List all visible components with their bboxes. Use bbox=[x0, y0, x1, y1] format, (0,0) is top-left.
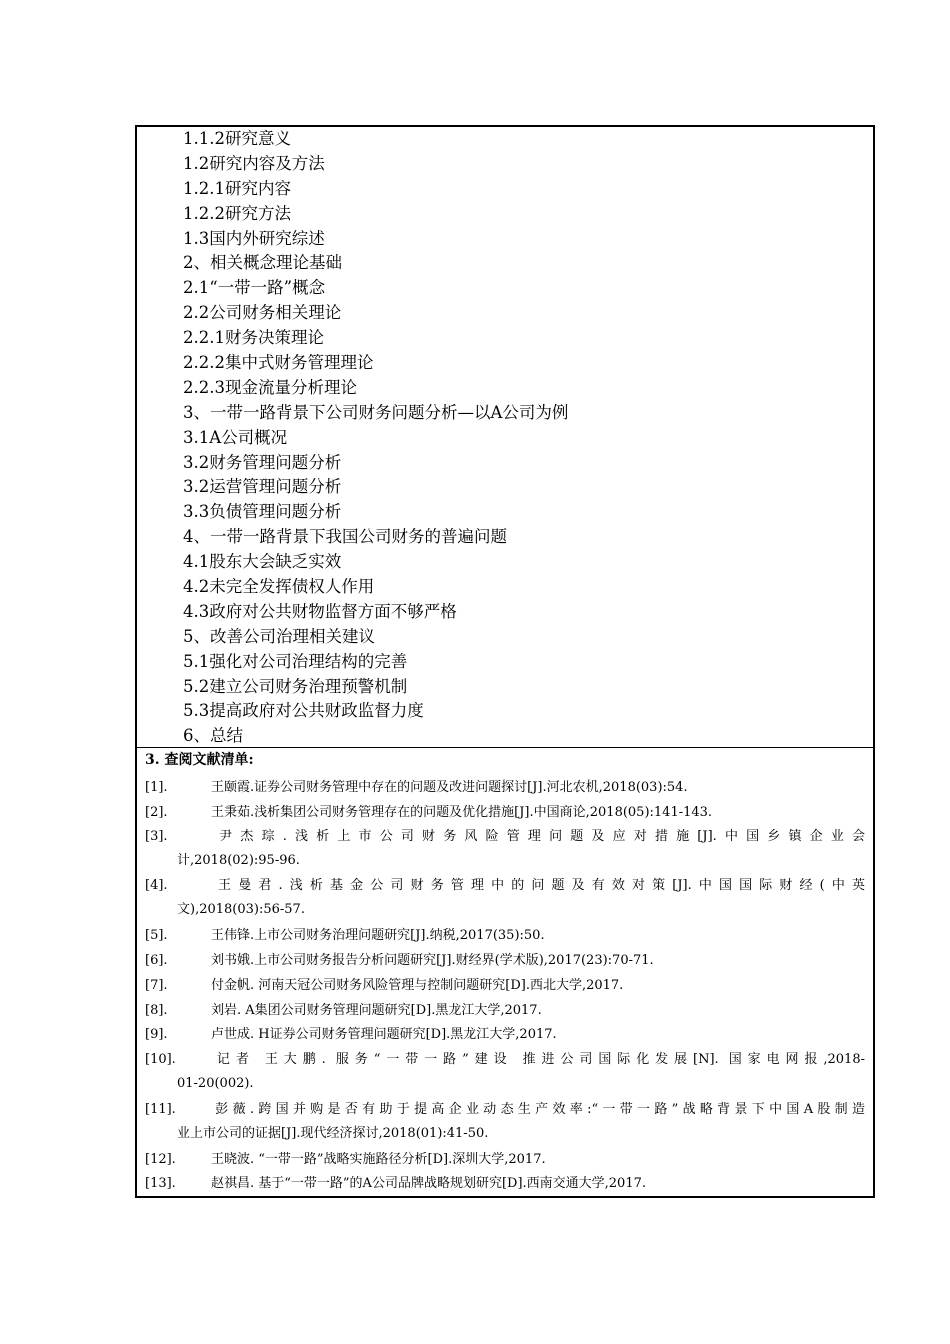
reference-number: [4]. bbox=[145, 878, 168, 893]
outline-item: 3.3负债管理问题分析 bbox=[183, 502, 342, 522]
reference-text: 彭薇.跨国并购是否有助于提高企业动态生产效率:“一带一路”战略背景下中国A股制造 bbox=[211, 1102, 865, 1117]
reference-item bbox=[145, 974, 865, 998]
reference-number: [12]. bbox=[145, 1152, 176, 1167]
reference-number: [1]. bbox=[145, 780, 168, 795]
outline-item: 1.2.1研究内容 bbox=[183, 178, 291, 198]
outline-item: 5.1强化对公司治理结构的完善 bbox=[183, 651, 408, 671]
reference-item bbox=[145, 924, 865, 948]
reference-text: 赵祺昌. 基于“一带一路”的A公司品牌战略规划研究[D].西南交通大学,2017. bbox=[211, 1176, 646, 1191]
reference-text-continued: 01-20(002). bbox=[177, 1076, 254, 1091]
outline-item: 6、总结 bbox=[183, 726, 243, 746]
outline-item: 2.2公司财务相关理论 bbox=[183, 303, 342, 323]
reference-text: 刘书娥.上市公司财务报告分析问题研究[J].财经界(学术版),2017(23):70-71. bbox=[211, 953, 654, 968]
thesis-outline bbox=[183, 127, 568, 749]
outline-item: 4.3政府对公共财物监督方面不够严格 bbox=[183, 601, 457, 621]
reference-number: [5]. bbox=[145, 928, 168, 943]
outline-item: 3、一带一路背景下公司财务问题分析—以A公司为例 bbox=[183, 402, 569, 422]
reference-number: [13]. bbox=[145, 1176, 176, 1191]
reference-item bbox=[145, 1023, 865, 1047]
outline-item: 3.2运营管理问题分析 bbox=[183, 477, 342, 497]
reference-number: [8]. bbox=[145, 1003, 168, 1018]
outline-item: 2.2.3现金流量分析理论 bbox=[183, 377, 357, 397]
outline-item: 2、相关概念理论基础 bbox=[183, 253, 342, 273]
outline-item: 2.1“一带一路”概念 bbox=[183, 278, 326, 298]
reference-text: 卢世成. H证券公司财务管理问题研究[D].黑龙江大学,2017. bbox=[211, 1027, 557, 1042]
outline-item: 4、一带一路背景下我国公司财务的普遍问题 bbox=[183, 527, 507, 547]
reference-text: 王秉茹.浅析集团公司财务管理存在的问题及优化措施[J].中国商论,2018(05):141-143. bbox=[211, 805, 713, 820]
reference-item bbox=[145, 1148, 865, 1172]
reference-number: [2]. bbox=[145, 805, 168, 820]
reference-text: 刘岩. A集团公司财务管理问题研究[D].黑龙江大学,2017. bbox=[211, 1003, 542, 1018]
outline-item: 1.3国内外研究综述 bbox=[183, 228, 325, 248]
outline-item: 1.2.2研究方法 bbox=[183, 203, 291, 223]
reference-text: 记者 王大鹏. 服务“一带一路”建设 推进公司国际化发展[N]. 国家电网报,2018- bbox=[211, 1052, 865, 1067]
outline-item: 3.1A公司概况 bbox=[183, 427, 288, 447]
reference-item bbox=[145, 874, 865, 922]
reference-item bbox=[145, 1172, 865, 1196]
outline-item: 5、改善公司治理相关建议 bbox=[183, 626, 375, 646]
outline-item: 1.2研究内容及方法 bbox=[183, 153, 325, 173]
reference-number: [3]. bbox=[145, 829, 168, 844]
reference-text: 王颐霞.证券公司财务管理中存在的问题及改进问题探讨[J].河北农机,2018(03):54. bbox=[211, 780, 688, 795]
reference-number: [7]. bbox=[145, 978, 168, 993]
outline-item: 5.3提高政府对公共财政监督力度 bbox=[183, 701, 424, 721]
outline-item: 4.2未完全发挥债权人作用 bbox=[183, 577, 375, 597]
reference-text: 付金帆. 河南天冠公司财务风险管理与控制问题研究[D].西北大学,2017. bbox=[211, 978, 624, 993]
reference-number: [10]. bbox=[145, 1052, 176, 1067]
reference-text: 尹杰琮.浅析上市公司财务风险管理问题及应对措施[J].中国乡镇企业会 bbox=[211, 829, 865, 844]
reference-number: [11]. bbox=[145, 1102, 176, 1117]
reference-item bbox=[145, 949, 865, 973]
outline-item: 2.2.1财务决策理论 bbox=[183, 328, 324, 348]
reference-text: 王曼君.浅析基金公司财务管理中的问题及有效对策[J].中国国际财经(中英 bbox=[211, 878, 865, 893]
reference-text: 王晓波. “一带一路”战略实施路径分析[D].深圳大学,2017. bbox=[211, 1152, 546, 1167]
outline-item: 2.2.2集中式财务管理理论 bbox=[183, 353, 374, 373]
reference-number: [6]. bbox=[145, 953, 168, 968]
outline-item: 5.2建立公司财务治理预警机制 bbox=[183, 676, 408, 696]
reference-item bbox=[145, 825, 865, 873]
reference-item bbox=[145, 776, 865, 800]
reference-text: 王伟锋.上市公司财务治理问题研究[J].纳税,2017(35):50. bbox=[211, 928, 545, 943]
reference-item bbox=[145, 1048, 865, 1096]
reference-item bbox=[145, 999, 865, 1023]
outline-item: 4.1股东大会缺乏实效 bbox=[183, 552, 342, 572]
outline-item: 3.2财务管理问题分析 bbox=[183, 452, 342, 472]
reference-text-continued: 计,2018(02):95-96. bbox=[177, 853, 300, 868]
references-heading: 3. 查阅文献清单: bbox=[145, 752, 254, 768]
reference-text-continued: 业上市公司的证据[J].现代经济探讨,2018(01):41-50. bbox=[177, 1126, 489, 1141]
reference-item bbox=[145, 801, 865, 825]
reference-text-continued: 文),2018(03):56-57. bbox=[177, 902, 305, 917]
reference-item bbox=[145, 1098, 865, 1146]
reference-number: [9]. bbox=[145, 1027, 168, 1042]
outline-item: 1.1.2研究意义 bbox=[183, 129, 291, 148]
